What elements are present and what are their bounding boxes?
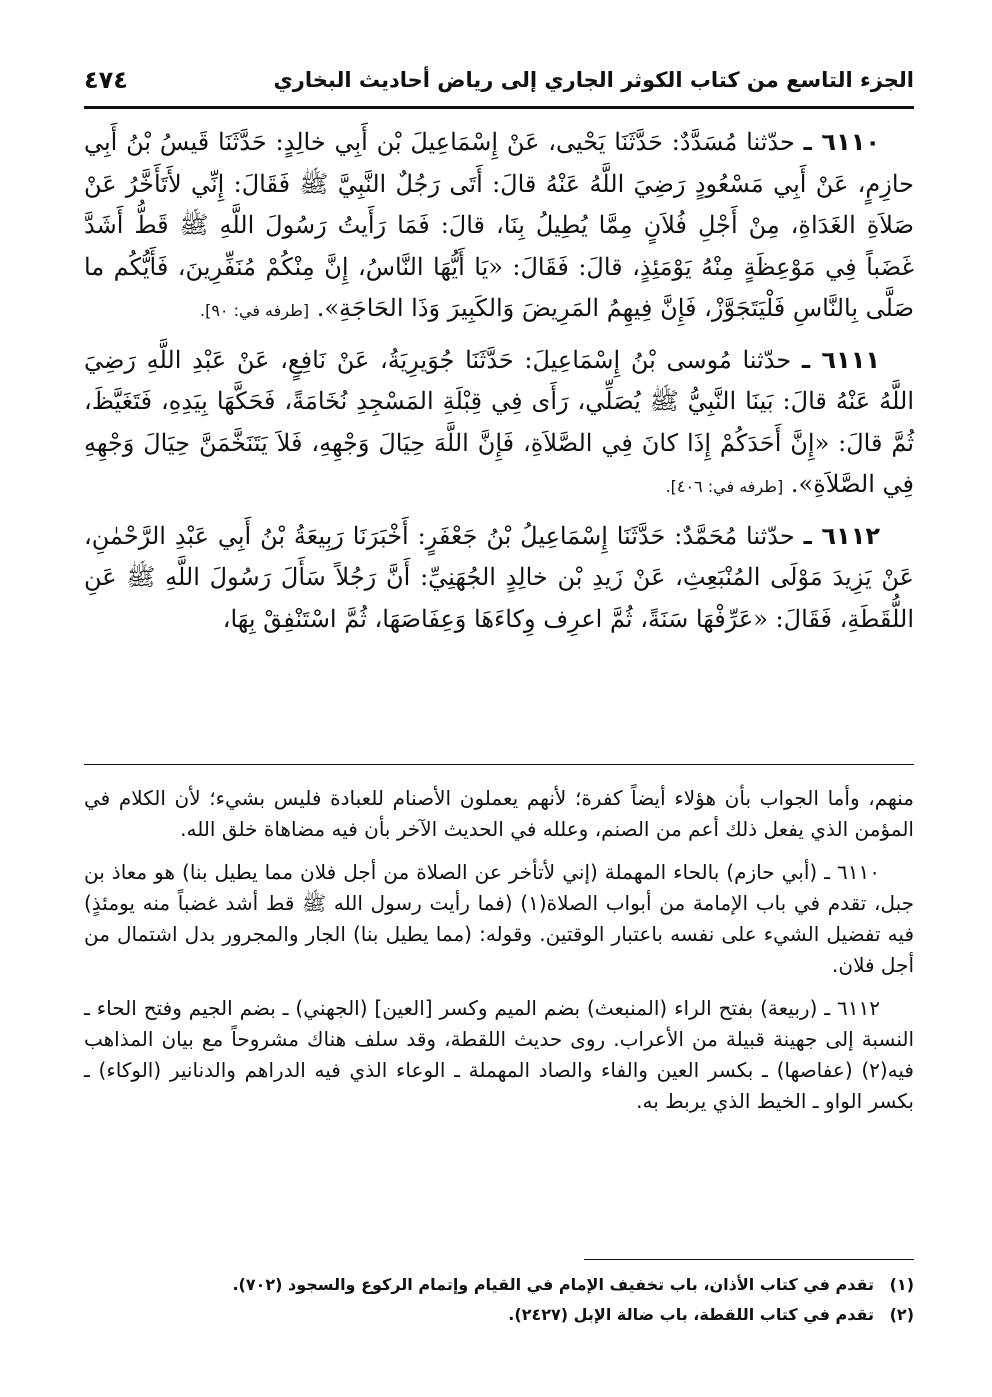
- footnote-number: (٢): [889, 1305, 914, 1324]
- book-page: [84, 52, 914, 1372]
- commentary-paragraph: منهم، وأما الجواب بأن هؤلاء أيضاً كفرة؛ لأنهم يعملون الأصنام للعبادة فليس بشيء؛ لأن الكلام في المؤمن الذي يفعل ذلك أعم من الصنم، وعلله في الحديث الآخر بأن فيه مضاهاة خلق الله.: [84, 786, 914, 841]
- hadith-reference: [طرفه في: ٤٠٦].: [665, 477, 784, 496]
- hadith-number: ٦١١٠ ـ: [803, 128, 881, 156]
- footnote-divider: [584, 1259, 914, 1260]
- running-title: الجزء التاسع من كتاب الكوثر الجاري إلى رياض أحاديث البخاري: [273, 68, 914, 92]
- hadith-number: ٦١١٢ ـ: [803, 521, 880, 550]
- footnote: [84, 1270, 914, 1300]
- hadith-6112: [84, 516, 914, 641]
- footnotes-section: [84, 1270, 914, 1330]
- commentary-divider: [84, 764, 914, 765]
- hadith-6110: [84, 122, 914, 332]
- hadith-text: حدّثنا مُسَدَّدٌ: حَدَّثَنَا يَحْيى، عَنْ إِسْمَاعِيلَ بْن أَبِي خالِدٍ: حَدَّثَنَا قَيسُ بْنُ أَبِي حازِمٍ، عَنْ أَبِي مَسْعُودٍ رَضِيَ اللَّهُ عَنْهُ قالَ: أَتَى رَجُلٌ النَّبِيَّ ﷺ فَقَالَ: إِنِّي لأَتَأَخَّرُ عَنْ صَلاَةِ الغَدَاةِ، مِنْ أَجْلِ فُلاَنٍ مِمَّا يُطِيلُ بِنَا، قالَ: فَمَا رَأَيتُ رَسُولَ اللَّهِ ﷺ قَطُّ أَشَدَّ غَضَباً فِي مَوْعِظَةٍ مِنْهُ يَوْمَئِذٍ، قالَ: فَقَالَ: «يَا أَيُّهَا النَّاسُ، إِنَّ مِنْكُمْ مُنَفِّرِينَ، فَأَيُّكُم ما صَلَّى بِالنَّاسِ فَلْيَتَجَوَّزْ، فَإِنَّ فِيهِمُ المَرِيضَ وَالكَبِيرَ وَذَا الحَاجَةِ».: [84, 128, 914, 322]
- footnote-text: تقدم في كتاب الأذان، باب تخفيف الإمام في القيام وإتمام الركوع والسجود (٧٠٢).: [232, 1275, 874, 1294]
- page-header: [84, 60, 914, 100]
- hadith-text: حدّثنا مُوسى بْنُ إِسْمَاعِيلَ: حَدَّثَنَا جُوَيرِيَةُ، عَنْ نَافِعٍ، عَنْ عَبْدِ اللَّهِ رَضِيَ اللَّهُ عَنْهُ قالَ: بَينَا النَّبِيُّ ﷺ يُصَلِّي، رَأَى فِي قِبْلَةِ المَسْجِدِ نُخَامَةً، فَحَكَّهَا بِيَدِهِ، فَتَغَيَّظَ، ثُمَّ قالَ: «إِنَّ أَحَدَكُمْ إِذَا كانَ فِي الصَّلاَةِ، فَإِنَّ اللَّهَ حِيَالَ وَجْهِهِ، فَلاَ يَتَنَخَّمَنَّ حِيَالَ وَجْهِهِ فِي الصَّلاَةِ».: [84, 345, 915, 498]
- hadith-text-section: [84, 122, 914, 648]
- commentary-paragraph: ٦١١٢ ـ (ربيعة) بفتح الراء (المنبعث) بضم الميم وكسر [العين] (الجهني) ـ بضم الجيم وفتح الحاء ـ النسبة إلى جهينة قبيلة من الأعراب. روى حديث اللقطة، وقد سلف هناك مشروحاً مع بيان المذاهب فيه(٢) (عفاصها) ـ بكسر العين والفاء والصاد المهملة ـ الوعاء الذي فيه الدراهم والدنانير (الوكاء) ـ بكسر الواو ـ الخيط الذي يربط به.: [84, 996, 914, 1113]
- footnote-text: تقدم في كتاب اللقطة، باب ضالة الإبل (٢٤٢٧).: [508, 1305, 874, 1324]
- footnote-number: (١): [889, 1275, 914, 1294]
- commentary-paragraph: ٦١١٠ ـ (أبي حازم) بالحاء المهملة (إني لأتأخر عن الصلاة من أجل فلان مما يطيل بنا) هو معاذ بن جبل، تقدم في باب الإمامة من أبواب الصلاة(١) (فما رأيت رسول الله ﷺ قط أشد غضباً منه يومئذٍ) فيه تفضيل الشيء على نفسه باعتبار الوقتين. وقوله: (مما يطيل بنا) الجار والمجرور بدل اشتمال من أجل فلان.: [84, 860, 914, 977]
- hadith-reference: [طرفه في: ٩٠].: [199, 301, 310, 320]
- commentary-section: [84, 783, 914, 1129]
- hadith-text: حدّثنا مُحَمَّدٌ: حَدَّثَنَا إِسْمَاعِيلُ بْنُ جَعْفَرٍ: أَخْبَرَنَا رَبِيعَةُ بْنُ أَبِي عَبْدِ الرَّحْمٰنِ، عَنْ يَزِيدَ مَوْلَى المُنْبَعِثِ، عَنْ زَيدِ بْن خالِدٍ الجُهَنِيِّ: أَنَّ رَجُلاً سَأَلَ رَسُولَ اللَّهِ ﷺ عَنِ اللُّقَطَةِ، فَقَالَ: «عَرِّفْهَا سَنَةً، ثُمَّ اعرِف وِكاءَهَا وَعِفَاصَهَا، ثُمَّ اسْتَنْفِقْ بِهَا،: [84, 521, 914, 633]
- hadith-6111: [84, 340, 914, 508]
- header-divider: [84, 106, 914, 109]
- page-number: ٤٧٤: [84, 66, 128, 94]
- footnote: [84, 1300, 914, 1330]
- hadith-number: ٦١١١ ـ: [801, 345, 880, 374]
